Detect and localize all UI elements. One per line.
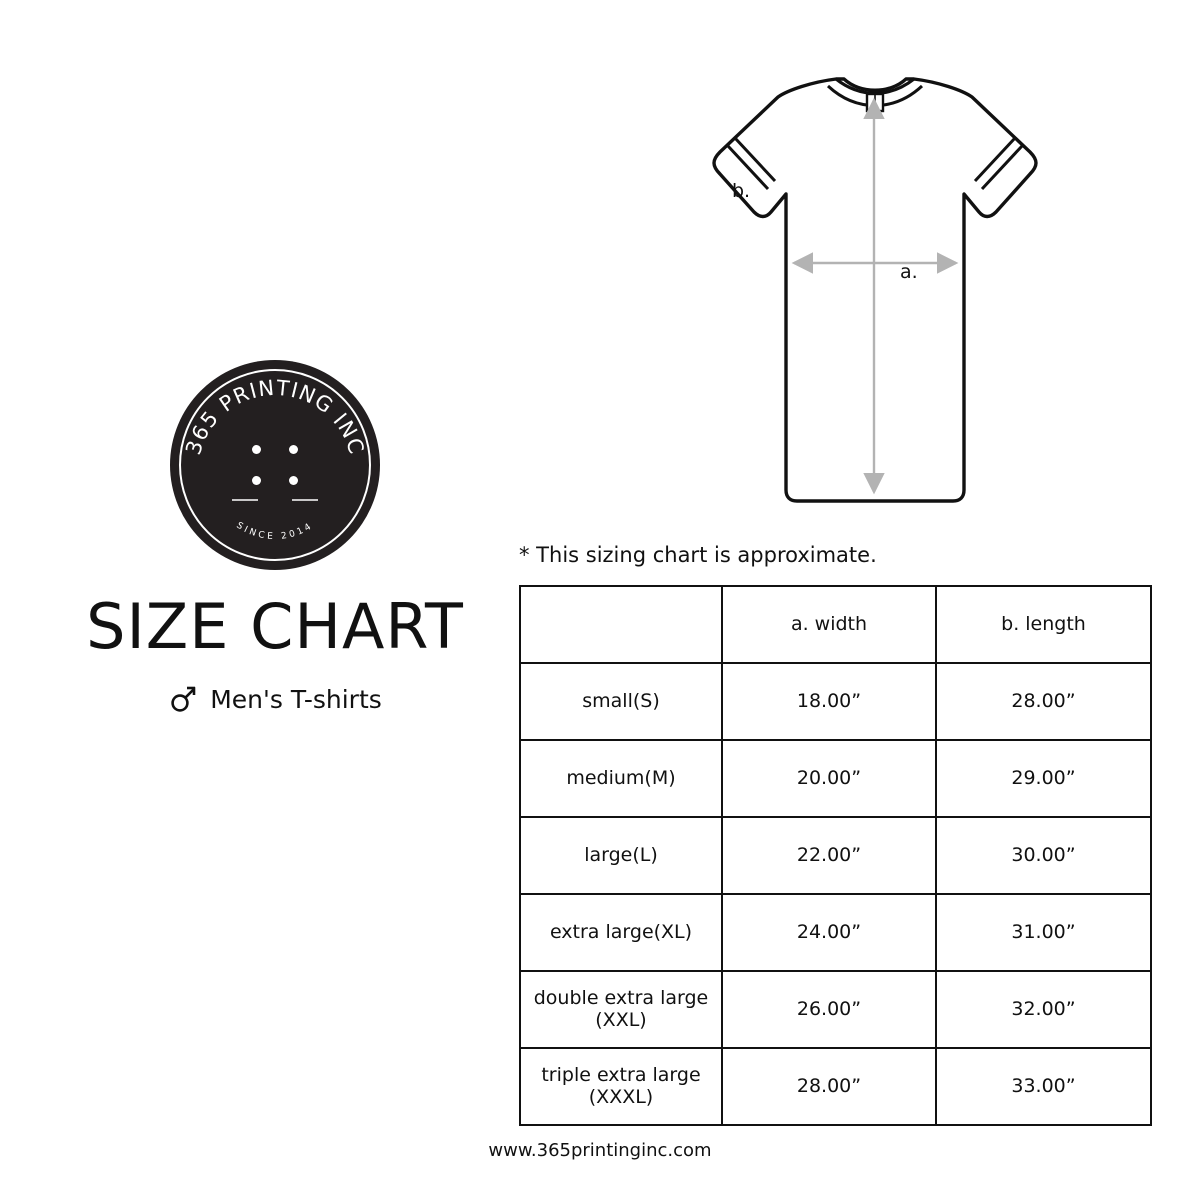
- table-row: [520, 894, 1151, 971]
- size-table: [519, 585, 1152, 1126]
- tshirt-illustration: [560, 60, 1120, 520]
- page-title: SIZE CHART: [86, 590, 464, 663]
- cell-size: double extra large (XXL): [520, 971, 722, 1048]
- length-label: b.: [732, 180, 751, 202]
- subtitle-row: [60, 684, 490, 714]
- header-length: b. length: [936, 586, 1151, 663]
- table-row: [520, 663, 1151, 740]
- logo-badge: [170, 360, 380, 570]
- footer-url[interactable]: www.365printinginc.com: [488, 1140, 712, 1161]
- cell-width: 20.00”: [722, 740, 936, 817]
- table-header-row: [520, 586, 1151, 663]
- tshirt-diagram: [560, 60, 1120, 520]
- header-width: a. width: [722, 586, 936, 663]
- table-row: [520, 971, 1151, 1048]
- cell-width: 18.00”: [722, 663, 936, 740]
- logo-dot: [289, 476, 298, 485]
- cell-size: large(L): [520, 817, 722, 894]
- cell-width: 24.00”: [722, 894, 936, 971]
- logo-dot: [252, 476, 261, 485]
- logo-since-text: SINCE 2014: [234, 520, 316, 543]
- table-row: [520, 1048, 1151, 1125]
- logo-name-text: 365 PRINTING INC: [181, 375, 369, 458]
- cell-length: 33.00”: [936, 1048, 1151, 1125]
- logo-dot: [252, 445, 261, 454]
- brand-block: [60, 360, 490, 714]
- cell-size: small(S): [520, 663, 722, 740]
- cell-length: 30.00”: [936, 817, 1151, 894]
- logo-dot: [289, 445, 298, 454]
- cell-width: 26.00”: [722, 971, 936, 1048]
- logo-dots: [246, 443, 304, 487]
- cell-size: extra large(XL): [520, 894, 722, 971]
- cell-length: 32.00”: [936, 971, 1151, 1048]
- approximate-note: * This sizing chart is approximate.: [519, 543, 877, 567]
- cell-size: triple extra large (XXXL): [520, 1048, 722, 1125]
- cell-size: medium(M): [520, 740, 722, 817]
- cell-width: 22.00”: [722, 817, 936, 894]
- page-subtitle: Men's T-shirts: [210, 684, 382, 714]
- header-size: [520, 586, 722, 663]
- cell-length: 29.00”: [936, 740, 1151, 817]
- cell-length: 28.00”: [936, 663, 1151, 740]
- width-label: a.: [900, 261, 918, 283]
- mars-icon: [168, 684, 198, 714]
- table-row: [520, 740, 1151, 817]
- table-row: [520, 817, 1151, 894]
- cell-width: 28.00”: [722, 1048, 936, 1125]
- svg-text:SINCE 2014: [234, 521, 315, 542]
- cell-length: 31.00”: [936, 894, 1151, 971]
